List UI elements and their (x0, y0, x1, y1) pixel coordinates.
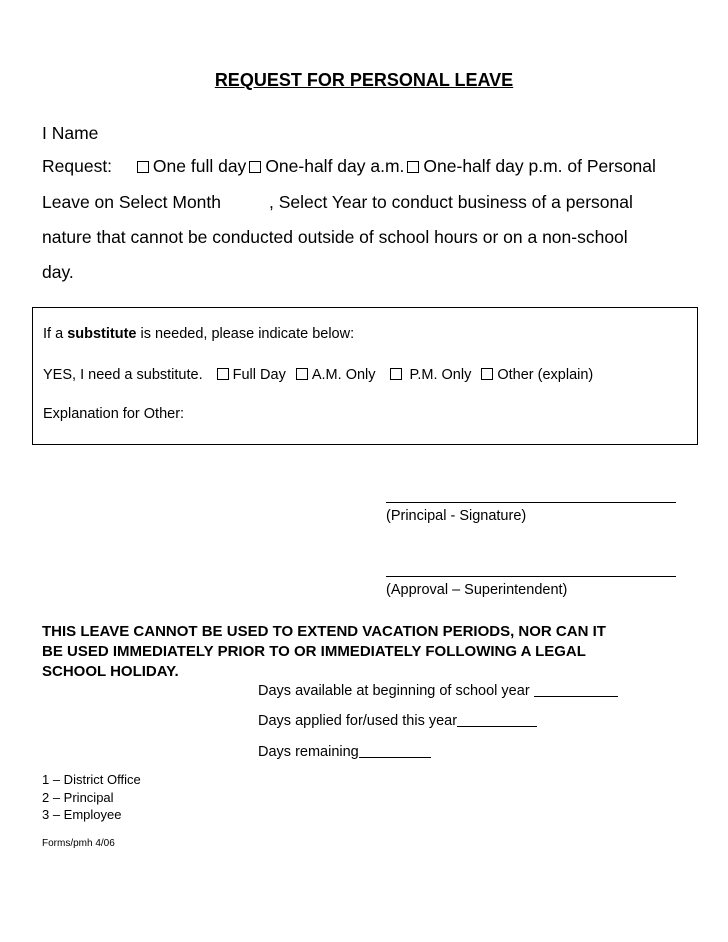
select-month-field[interactable]: Leave on Select Month (42, 192, 222, 212)
distribution-item: 2 – Principal (42, 790, 114, 805)
days-used-label: Days applied for/used this year (258, 713, 458, 729)
substitute-options (43, 367, 593, 383)
yes-substitute-label: YES, I need a substitute. (43, 367, 203, 383)
principal-signature-label: (Principal - Signature) (386, 508, 527, 524)
warning-line-1: THIS LEAVE CANNOT BE USED TO EXTEND VACATION PERIODS, NOR CAN IT (42, 623, 606, 640)
sub-pm-checkbox[interactable] (390, 368, 402, 380)
days-remaining-blank[interactable] (359, 743, 431, 758)
full-day-checkbox[interactable] (137, 161, 149, 173)
days-used-blank[interactable] (457, 712, 537, 727)
distribution-item: 3 – Employee (42, 807, 122, 822)
leave-date-line (42, 192, 633, 213)
substitute-bold: substitute (67, 326, 137, 342)
distribution-item: 1 – District Office (42, 772, 141, 787)
form-footer: Forms/pmh 4/06 (42, 838, 115, 849)
sub-am-checkbox[interactable] (296, 368, 308, 380)
days-available-blank[interactable] (534, 682, 618, 697)
days-remaining (258, 743, 431, 760)
days-available-label: Days available at beginning of school year (258, 683, 530, 699)
form-title: REQUEST FOR PERSONAL LEAVE (214, 70, 514, 90)
warning-line-2: BE USED IMMEDIATELY PRIOR TO OR IMMEDIATELY FOLLOWING A LEGAL (42, 643, 586, 660)
substitute-intro (43, 326, 354, 342)
half-pm-label: One-half day p.m. of Personal (423, 156, 656, 176)
days-used (258, 712, 537, 729)
sub-other-checkbox[interactable] (481, 368, 493, 380)
sub-am-label: A.M. Only (311, 367, 376, 383)
sub-full-day-label: Full Day (232, 367, 286, 383)
request-line (42, 156, 656, 177)
name-line: I Name (42, 123, 99, 143)
substitute-prefix: If a (43, 326, 64, 342)
substitute-suffix: is needed, please indicate below: (140, 326, 355, 342)
days-available (258, 682, 618, 699)
half-pm-checkbox[interactable] (407, 161, 419, 173)
warning-line-3: SCHOOL HOLIDAY. (42, 663, 179, 680)
full-day-label: One full day (152, 156, 247, 176)
substitute-box (32, 307, 698, 445)
superintendent-signature-line[interactable] (386, 576, 676, 577)
sub-pm-label: P.M. Only (409, 367, 472, 383)
principal-signature-line[interactable] (386, 502, 676, 503)
paragraph-line-5: day. (42, 262, 74, 282)
select-year-text: , Select Year to conduct business of a personal (269, 192, 633, 212)
superintendent-signature-label: (Approval – Superintendent) (386, 582, 568, 598)
half-am-checkbox[interactable] (249, 161, 261, 173)
paragraph-line-4: nature that cannot be conducted outside of school hours or on a non-school (42, 227, 628, 247)
explanation-label: Explanation for Other: (43, 406, 185, 422)
request-label: Request: (42, 156, 113, 176)
sub-other-label: Other (explain) (497, 367, 594, 383)
sub-full-day-checkbox[interactable] (217, 368, 229, 380)
half-am-label: One-half day a.m. (265, 156, 405, 176)
days-remaining-label: Days remaining (258, 744, 359, 760)
